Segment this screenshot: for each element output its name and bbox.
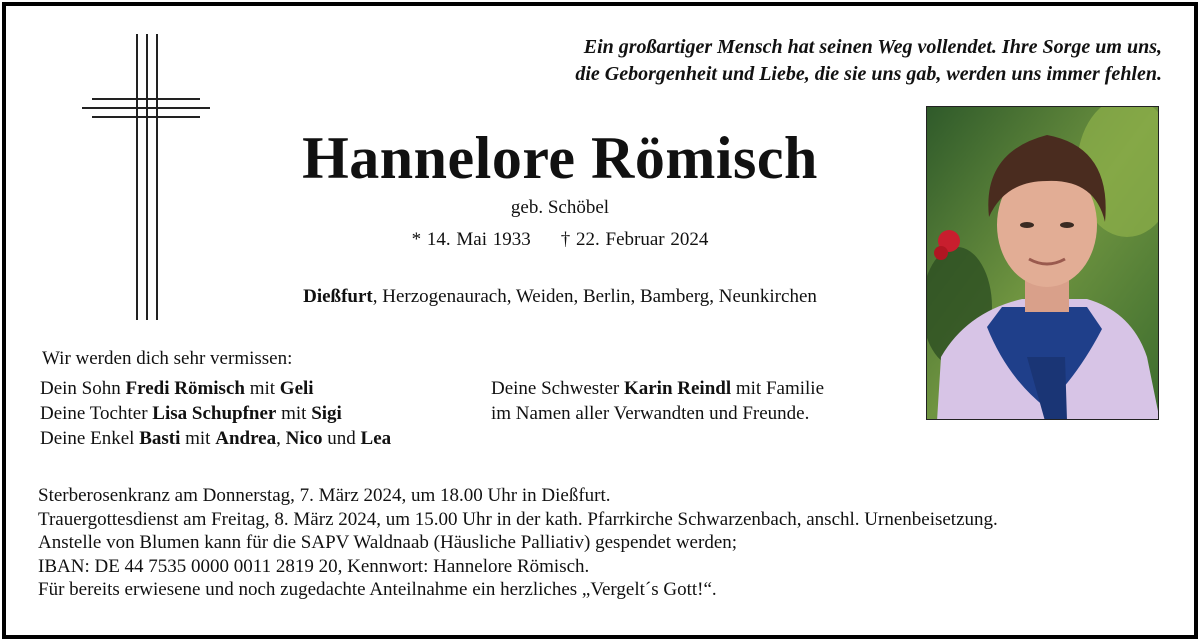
life-dates bbox=[310, 228, 810, 252]
place-home: Dießfurt bbox=[303, 286, 373, 307]
family-right bbox=[491, 376, 824, 426]
notice-service: Trauergottesdienst am Freitag, 8. März 2024, um 15.00 Uhr in der kath. Pfarrkirche Schwarzenbach, anschl. Urnenbeisetzung. bbox=[38, 508, 998, 530]
family-son: Dein Sohn Fredi Römisch mit Geli bbox=[40, 378, 314, 399]
notices bbox=[38, 484, 998, 602]
quote-line-1: Ein großartiger Mensch hat seinen Weg vollendet. Ihre Sorge um uns, bbox=[583, 36, 1162, 58]
places-line bbox=[200, 285, 920, 309]
notice-rosary: Sterberosenkranz am Donnerstag, 7. März 2024, um 18.00 Uhr in Dießfurt. bbox=[38, 485, 611, 506]
miss-line: Wir werden dich sehr vermissen: bbox=[42, 348, 293, 369]
birth-date: * 14. Mai 1933 bbox=[411, 229, 531, 250]
maiden-name: geb. Schöbel bbox=[510, 197, 610, 218]
family-daughter: Deine Tochter Lisa Schupfner mit Sigi bbox=[40, 403, 342, 424]
family-grandchildren: Deine Enkel Basti mit Andrea, Nico und Lea bbox=[40, 428, 392, 449]
cross-icon bbox=[82, 34, 210, 320]
notice-donation: Anstelle von Blumen kann für die SAPV Waldnaab (Häusliche Palliativ) gespendet werden; bbox=[38, 532, 738, 554]
place-others: , Herzogenaurach, Weiden, Berlin, Bamberg, Neunkirchen bbox=[372, 286, 817, 307]
quote-line-2: die Geborgenheit und Liebe, die sie uns gab, werden uns immer fehlen. bbox=[575, 63, 1162, 85]
death-date: † 22. Februar 2024 bbox=[560, 229, 709, 250]
deceased-name: Hannelore Römisch bbox=[302, 125, 818, 191]
quote bbox=[575, 34, 1162, 88]
notice-thanks: Für bereits erwiesene und noch zugedachte Anteilnahme ein herzliches „Vergelt´s Gott!“. bbox=[38, 579, 717, 601]
family-left bbox=[40, 376, 391, 451]
portrait-photo bbox=[926, 106, 1159, 420]
notice-iban: IBAN: DE 44 7535 0000 0011 2819 20, Kennwort: Hannelore Römisch. bbox=[38, 555, 590, 577]
family-relatives: im Namen aller Verwandten und Freunde. bbox=[491, 403, 810, 424]
family-sister: Deine Schwester Karin Reindl mit Familie bbox=[491, 378, 825, 399]
